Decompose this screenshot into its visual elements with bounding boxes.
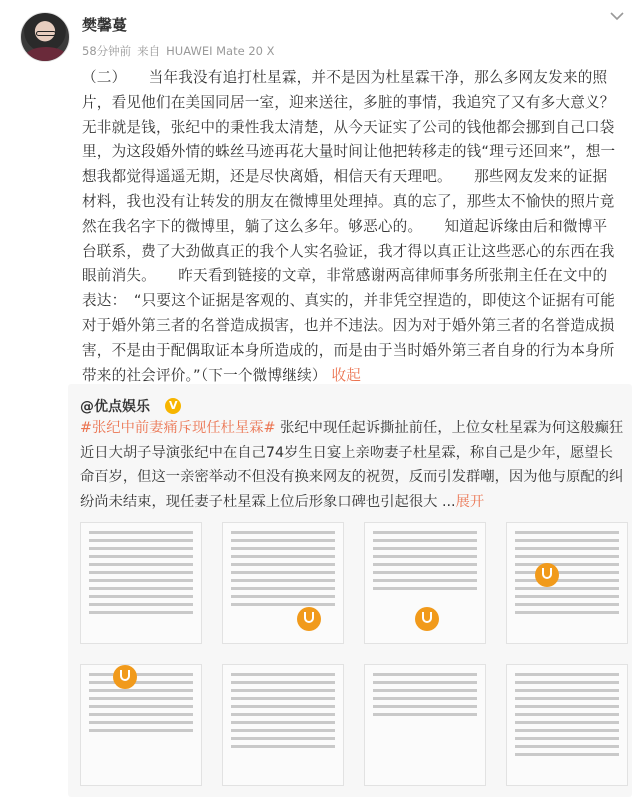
repost-author[interactable]: @优点娱乐	[80, 399, 150, 415]
image-thumbnail[interactable]	[80, 522, 202, 644]
youdian-logo-icon	[297, 607, 321, 631]
post-meta	[82, 43, 281, 59]
chevron-down-icon[interactable]	[608, 8, 626, 22]
image-thumbnail[interactable]	[506, 664, 628, 786]
image-thumbnail[interactable]	[364, 664, 486, 786]
repost-body	[80, 416, 625, 514]
topic-link[interactable]: #张纪中前妻痛斥现任杜星霖#	[80, 420, 276, 436]
post-header	[0, 0, 640, 66]
repost-text: 张纪中现任起诉撕扯前任，上位女杜星霖为何这般癫狂 近日大胡子导演张纪中在自己74岁生日宴上亲吻妻子杜星霖，称自己是少年，愿望长命百岁，但这一亲密举动不但没有换来网友的祝贺，反而引发群嘲，因为他与原配的纠纷尚未结束，现任妻子杜星霖上位后形象口碑也引起很大 ...	[80, 420, 624, 510]
youdian-logo-icon	[535, 563, 559, 587]
repost-card[interactable]	[68, 384, 632, 797]
expand-link[interactable]: 展开	[455, 493, 485, 510]
post-text: （二） 当年我没有追打杜星霖，并不是因为杜星霖干净，那么多网友发来的照片，看见他们在美国同居一室，迎来送往，多脏的事情，我追究了又有多大意义？无非就是钱，张纪中的秉性我太清楚，从今天证实了公司的钱他都会挪到自己口袋里，为这段婚外情的蛛丝马迹再花大量时间让他把转移走的钱“理亏还回来”，想一想我都觉得遥遥无期，还是尽快离婚，相信天有天理吧。 那些网友发来的证据材料，我也没有让转发的朋友在微博里处理掉。真的忘了，那些太不愉快的照片竟然在我名字下的微博里，躺了这么多年。够恶心的。 知道起诉缘由后和微博平台联系，费了大劲做真正的我个人实名验证，我才得以真正让这些恶心的东西在我眼前消失。 昨天看到链接的文章，非常感谢两高律师事务所张荆主任在文中的表达： “只要这个证据是客观的、真实的，并非凭空捏造的，即使这个证据有可能对于婚外第三者的名誉造成损害，也并不违法。因为对于婚外第三者的名誉造成损害，不是由于配偶取证本身所造成的，而是由于当时婚外第三者自身的行为本身所带来的社会评价。”（下一个微博继续）	[82, 69, 616, 384]
verified-badge-icon	[165, 398, 181, 414]
image-thumbnail[interactable]	[364, 522, 486, 644]
image-thumbnail[interactable]	[80, 664, 202, 786]
youdian-logo-icon	[415, 607, 439, 631]
source-prefix: 来自	[137, 44, 161, 58]
collapse-link[interactable]: 收起	[331, 366, 362, 384]
avatar[interactable]	[20, 12, 70, 62]
image-thumbnail[interactable]	[222, 522, 344, 644]
post-time: 58分钟前	[82, 44, 132, 58]
image-thumbnail[interactable]	[506, 522, 628, 644]
device-name[interactable]: HUAWEI Mate 20 X	[166, 44, 275, 58]
image-thumbnail[interactable]	[222, 664, 344, 786]
username[interactable]: 樊馨蔓	[82, 16, 128, 34]
youdian-logo-icon	[113, 665, 137, 689]
post-body	[82, 66, 622, 388]
